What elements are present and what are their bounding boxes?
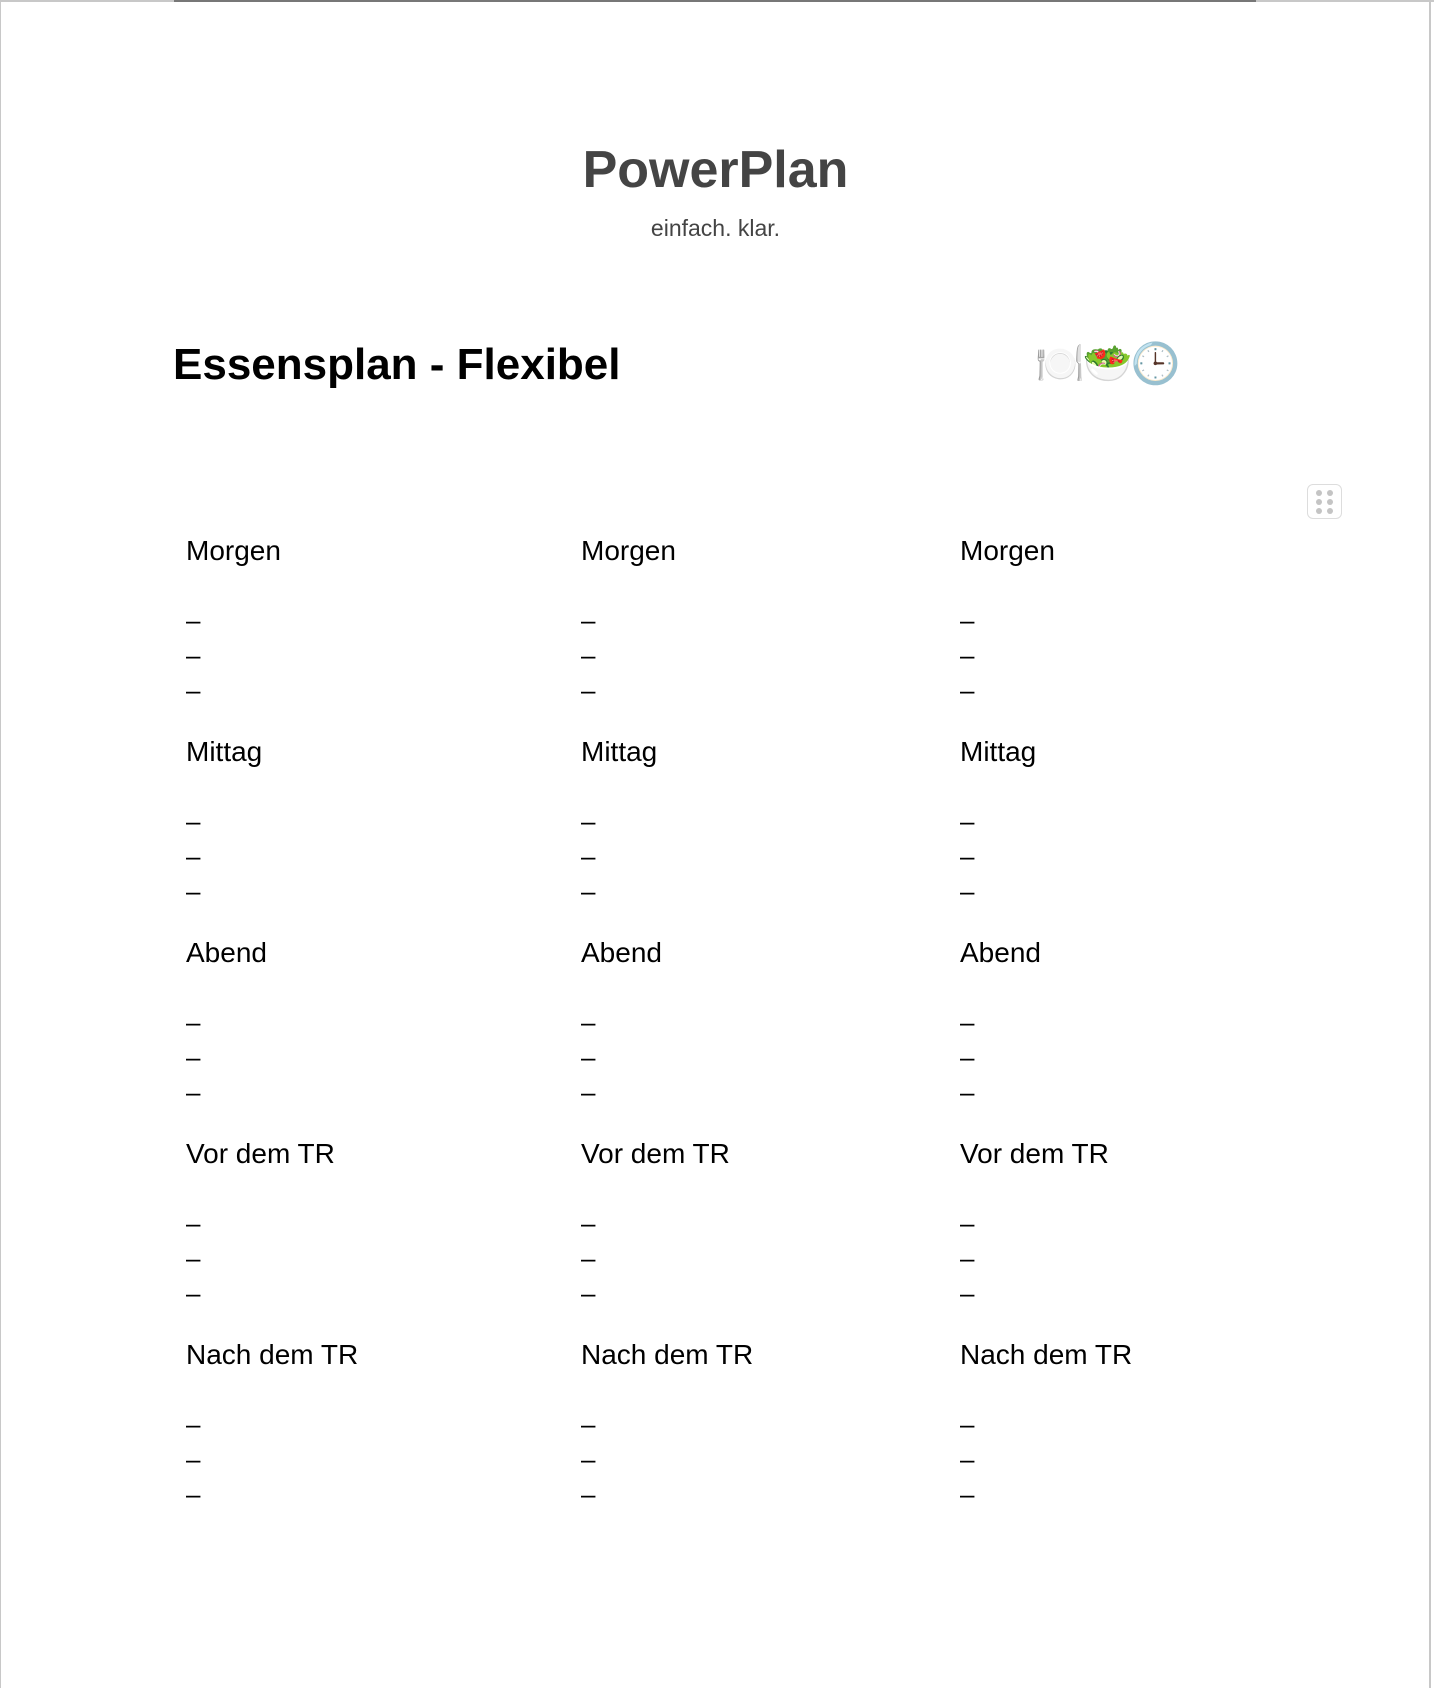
meal-section xyxy=(581,1136,753,1337)
meal-section xyxy=(186,1337,358,1538)
meal-item[interactable]: – xyxy=(581,640,596,670)
meal-item[interactable]: – xyxy=(581,675,596,705)
meal-item[interactable]: – xyxy=(186,1007,201,1037)
meal-item[interactable]: – xyxy=(186,605,201,635)
meal-item[interactable]: – xyxy=(960,1042,975,1072)
meal-item[interactable]: – xyxy=(960,876,975,906)
meal-column xyxy=(186,533,358,1538)
meal-label[interactable]: Vor dem TR xyxy=(186,1138,335,1169)
meal-item[interactable]: – xyxy=(960,1077,975,1107)
meal-item[interactable]: – xyxy=(186,806,201,836)
meal-emoji-icons: 🍽️🥗🕒 xyxy=(1035,342,1179,386)
meal-section xyxy=(581,533,753,734)
meal-item[interactable]: – xyxy=(960,841,975,871)
meal-item[interactable]: – xyxy=(186,876,201,906)
meal-item[interactable]: – xyxy=(186,841,201,871)
page-title[interactable]: Essensplan - Flexibel xyxy=(173,340,621,389)
meal-item[interactable]: – xyxy=(186,1042,201,1072)
meal-item[interactable]: – xyxy=(581,1077,596,1107)
meal-item[interactable]: – xyxy=(581,605,596,635)
meal-item[interactable]: – xyxy=(186,1278,201,1308)
meal-item[interactable]: – xyxy=(581,1007,596,1037)
meal-label[interactable]: Mittag xyxy=(581,736,658,767)
meal-section xyxy=(186,1136,358,1337)
meal-item[interactable]: – xyxy=(960,605,975,635)
meal-item[interactable]: – xyxy=(186,1208,201,1238)
meal-item[interactable]: – xyxy=(960,1243,975,1273)
meal-column xyxy=(581,533,753,1538)
meal-label[interactable]: Mittag xyxy=(186,736,263,767)
meal-label[interactable]: Morgen xyxy=(186,535,281,566)
meal-item[interactable]: – xyxy=(186,1479,201,1509)
meal-label[interactable]: Vor dem TR xyxy=(581,1138,730,1169)
meal-section xyxy=(960,1337,1132,1538)
meal-item[interactable]: – xyxy=(960,1208,975,1238)
meal-item[interactable]: – xyxy=(960,675,975,705)
meal-item[interactable]: – xyxy=(186,1243,201,1273)
meal-section xyxy=(960,1136,1132,1337)
meal-item[interactable]: – xyxy=(186,1077,201,1107)
meal-section xyxy=(581,734,753,935)
meal-item[interactable]: – xyxy=(581,1208,596,1238)
meal-item[interactable]: – xyxy=(581,806,596,836)
scroll-indicator[interactable] xyxy=(174,0,1256,2)
meal-item[interactable]: – xyxy=(186,675,201,705)
meal-item[interactable]: – xyxy=(581,1479,596,1509)
meal-section xyxy=(960,935,1132,1136)
drag-handle-icon[interactable] xyxy=(1307,484,1342,519)
meal-section xyxy=(186,734,358,935)
meal-item[interactable]: – xyxy=(960,1479,975,1509)
meal-section xyxy=(581,1337,753,1538)
meal-item[interactable]: – xyxy=(186,1444,201,1474)
meal-item[interactable]: – xyxy=(960,1444,975,1474)
meal-item[interactable]: – xyxy=(186,1409,201,1439)
meal-section xyxy=(186,533,358,734)
meal-section xyxy=(960,533,1132,734)
meal-item[interactable]: – xyxy=(960,640,975,670)
brand-subtitle: einfach. klar. xyxy=(650,215,781,241)
meal-item[interactable]: – xyxy=(960,1007,975,1037)
meal-item[interactable]: – xyxy=(960,806,975,836)
meal-item[interactable]: – xyxy=(581,1243,596,1273)
meal-section xyxy=(581,935,753,1136)
meal-section xyxy=(960,734,1132,935)
meal-item[interactable]: – xyxy=(581,1042,596,1072)
meal-label[interactable]: Vor dem TR xyxy=(960,1138,1109,1169)
meal-item[interactable]: – xyxy=(186,640,201,670)
meal-label[interactable]: Abend xyxy=(186,937,267,968)
meal-item[interactable]: – xyxy=(960,1278,975,1308)
meal-label[interactable]: Abend xyxy=(960,937,1041,968)
meal-item[interactable]: – xyxy=(581,841,596,871)
meal-column xyxy=(960,533,1132,1538)
meal-label[interactable]: Nach dem TR xyxy=(186,1339,359,1370)
brand-title: PowerPlan xyxy=(582,141,849,199)
meal-section xyxy=(186,935,358,1136)
meal-label[interactable]: Nach dem TR xyxy=(581,1339,754,1370)
meal-label[interactable]: Morgen xyxy=(581,535,676,566)
meal-label[interactable]: Abend xyxy=(581,937,662,968)
meal-label[interactable]: Morgen xyxy=(960,535,1055,566)
meal-item[interactable]: – xyxy=(960,1409,975,1439)
meal-item[interactable]: – xyxy=(581,1278,596,1308)
meal-label[interactable]: Nach dem TR xyxy=(960,1339,1133,1370)
meal-item[interactable]: – xyxy=(581,876,596,906)
meal-label[interactable]: Mittag xyxy=(960,736,1037,767)
meal-item[interactable]: – xyxy=(581,1409,596,1439)
meal-item[interactable]: – xyxy=(581,1444,596,1474)
